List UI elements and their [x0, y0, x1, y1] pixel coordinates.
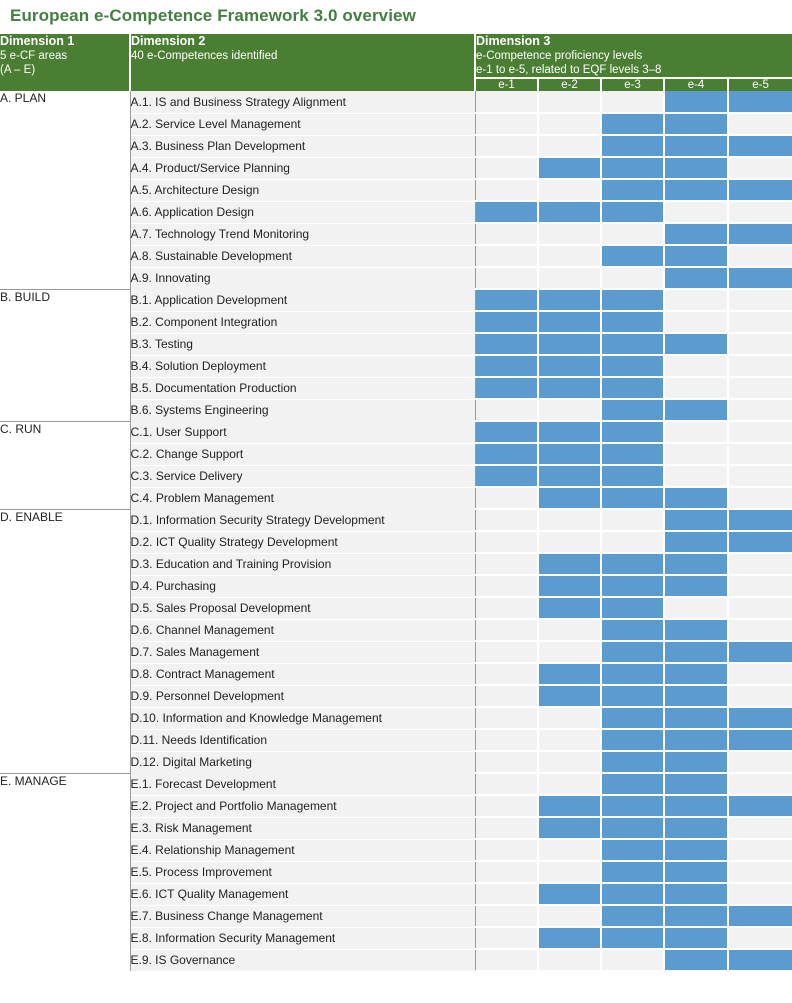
level-cell-e3 — [601, 91, 664, 113]
level-cell-e4 — [664, 465, 728, 487]
level-cell-e2 — [538, 201, 601, 223]
level-cell-e2 — [538, 773, 601, 795]
competence-label: C.1. User Support — [130, 421, 475, 443]
level-cell-e1 — [475, 179, 538, 201]
competence-label: D.7. Sales Management — [130, 641, 475, 663]
level-cell-e2 — [538, 421, 601, 443]
table-row — [0, 289, 792, 311]
dimension-3-sub2: e-1 to e-5, related to EQF levels 3–8 — [476, 64, 662, 76]
competence-label: C.2. Change Support — [130, 443, 475, 465]
level-cell-e4 — [664, 597, 728, 619]
level-cell-e1 — [475, 905, 538, 927]
level-cell-e4 — [664, 399, 728, 421]
competence-label: D.1. Information Security Strategy Development — [130, 509, 475, 531]
level-cell-e4 — [664, 201, 728, 223]
competence-label: B.1. Application Development — [130, 289, 475, 311]
level-cell-e3 — [601, 883, 664, 905]
competence-label: B.4. Solution Deployment — [130, 355, 475, 377]
level-cell-e1 — [475, 817, 538, 839]
level-cell-e5 — [728, 531, 792, 553]
competence-label: B.2. Component Integration — [130, 311, 475, 333]
competence-label: D.11. Needs Identification — [130, 729, 475, 751]
level-cell-e3 — [601, 333, 664, 355]
level-cell-e4 — [664, 377, 728, 399]
level-cell-e1 — [475, 685, 538, 707]
level-cell-e5 — [728, 861, 792, 883]
table-row — [0, 421, 792, 443]
level-cell-e2 — [538, 179, 601, 201]
level-cell-e5 — [728, 355, 792, 377]
level-cell-e5 — [728, 245, 792, 267]
page-title: European e-Competence Framework 3.0 overview — [10, 6, 416, 25]
level-cell-e4 — [664, 883, 728, 905]
level-cell-e2 — [538, 487, 601, 509]
level-cell-e4 — [664, 817, 728, 839]
level-cell-e1 — [475, 267, 538, 289]
level-cell-e2 — [538, 619, 601, 641]
table-row — [0, 91, 792, 113]
area-label: C. RUN — [0, 421, 130, 509]
competence-label: A.6. Application Design — [130, 201, 475, 223]
level-cell-e1 — [475, 465, 538, 487]
area-label: B. BUILD — [0, 289, 130, 421]
level-cell-e3 — [601, 597, 664, 619]
competence-label: A.4. Product/Service Planning — [130, 157, 475, 179]
level-cell-e1 — [475, 91, 538, 113]
level-cell-e2 — [538, 641, 601, 663]
level-cell-e3 — [601, 311, 664, 333]
level-cell-e3 — [601, 663, 664, 685]
level-cell-e2 — [538, 223, 601, 245]
level-cell-e4 — [664, 179, 728, 201]
level-header-e5: e-5 — [728, 78, 792, 91]
level-cell-e3 — [601, 641, 664, 663]
level-cell-e2 — [538, 135, 601, 157]
competence-label: D.4. Purchasing — [130, 575, 475, 597]
level-cell-e2 — [538, 597, 601, 619]
level-cell-e5 — [728, 685, 792, 707]
level-cell-e2 — [538, 377, 601, 399]
level-cell-e1 — [475, 223, 538, 245]
level-cell-e5 — [728, 289, 792, 311]
level-cell-e5 — [728, 641, 792, 663]
level-cell-e1 — [475, 311, 538, 333]
level-cell-e5 — [728, 267, 792, 289]
level-cell-e4 — [664, 289, 728, 311]
level-cell-e4 — [664, 267, 728, 289]
level-cell-e1 — [475, 245, 538, 267]
level-cell-e3 — [601, 553, 664, 575]
dimension-1-sub1: 5 e-CF areas — [0, 50, 68, 62]
level-cell-e3 — [601, 509, 664, 531]
level-cell-e4 — [664, 91, 728, 113]
level-cell-e3 — [601, 707, 664, 729]
level-cell-e5 — [728, 157, 792, 179]
level-cell-e5 — [728, 949, 792, 971]
level-cell-e5 — [728, 927, 792, 949]
level-cell-e1 — [475, 355, 538, 377]
level-cell-e1 — [475, 399, 538, 421]
level-cell-e2 — [538, 861, 601, 883]
competence-label: E.6. ICT Quality Management — [130, 883, 475, 905]
competence-label: C.4. Problem Management — [130, 487, 475, 509]
level-cell-e3 — [601, 817, 664, 839]
level-cell-e4 — [664, 707, 728, 729]
competence-label: B.5. Documentation Production — [130, 377, 475, 399]
level-cell-e5 — [728, 707, 792, 729]
table-header — [0, 34, 792, 91]
level-cell-e5 — [728, 135, 792, 157]
level-cell-e5 — [728, 487, 792, 509]
dimension-1-sub2: (A – E) — [0, 64, 36, 76]
competence-label: A.9. Innovating — [130, 267, 475, 289]
level-cell-e3 — [601, 201, 664, 223]
level-header-e3: e-3 — [601, 78, 664, 91]
level-cell-e5 — [728, 201, 792, 223]
level-cell-e5 — [728, 751, 792, 773]
level-cell-e5 — [728, 179, 792, 201]
area-label: D. ENABLE — [0, 509, 130, 773]
level-cell-e2 — [538, 113, 601, 135]
level-cell-e5 — [728, 421, 792, 443]
level-cell-e3 — [601, 927, 664, 949]
level-cell-e2 — [538, 245, 601, 267]
competence-label: B.3. Testing — [130, 333, 475, 355]
competence-label: E.4. Relationship Management — [130, 839, 475, 861]
level-cell-e5 — [728, 883, 792, 905]
dimension-2-header — [130, 34, 475, 91]
table-row — [0, 773, 792, 795]
level-cell-e3 — [601, 135, 664, 157]
area-label: E. MANAGE — [0, 773, 130, 971]
level-header-e1: e-1 — [475, 78, 538, 91]
level-cell-e1 — [475, 927, 538, 949]
level-cell-e1 — [475, 157, 538, 179]
level-cell-e1 — [475, 751, 538, 773]
competence-label: D.6. Channel Management — [130, 619, 475, 641]
level-header-e4: e-4 — [664, 78, 728, 91]
level-cell-e5 — [728, 553, 792, 575]
level-cell-e1 — [475, 861, 538, 883]
level-cell-e2 — [538, 905, 601, 927]
level-cell-e3 — [601, 267, 664, 289]
competence-label: E.1. Forecast Development — [130, 773, 475, 795]
competence-label: A.5. Architecture Design — [130, 179, 475, 201]
level-cell-e3 — [601, 575, 664, 597]
dimension-3-title: Dimension 3 — [476, 34, 551, 48]
competence-label: A.7. Technology Trend Monitoring — [130, 223, 475, 245]
level-cell-e3 — [601, 399, 664, 421]
level-cell-e4 — [664, 575, 728, 597]
level-cell-e2 — [538, 707, 601, 729]
dimension-3-header — [475, 34, 792, 78]
level-cell-e4 — [664, 729, 728, 751]
level-cell-e4 — [664, 531, 728, 553]
level-cell-e5 — [728, 399, 792, 421]
level-cell-e1 — [475, 333, 538, 355]
level-cell-e1 — [475, 597, 538, 619]
level-cell-e5 — [728, 333, 792, 355]
dimension-2-title: Dimension 2 — [131, 34, 206, 48]
level-cell-e3 — [601, 685, 664, 707]
level-cell-e1 — [475, 421, 538, 443]
level-cell-e4 — [664, 443, 728, 465]
level-cell-e2 — [538, 949, 601, 971]
level-cell-e4 — [664, 685, 728, 707]
level-cell-e2 — [538, 399, 601, 421]
level-cell-e5 — [728, 663, 792, 685]
level-cell-e5 — [728, 509, 792, 531]
level-cell-e1 — [475, 619, 538, 641]
level-cell-e1 — [475, 201, 538, 223]
level-cell-e5 — [728, 113, 792, 135]
level-cell-e4 — [664, 487, 728, 509]
level-cell-e1 — [475, 773, 538, 795]
level-cell-e2 — [538, 157, 601, 179]
level-cell-e2 — [538, 839, 601, 861]
level-cell-e3 — [601, 531, 664, 553]
level-cell-e3 — [601, 949, 664, 971]
level-cell-e5 — [728, 795, 792, 817]
level-cell-e2 — [538, 729, 601, 751]
competence-label: D.8. Contract Management — [130, 663, 475, 685]
level-cell-e4 — [664, 157, 728, 179]
level-cell-e5 — [728, 91, 792, 113]
level-cell-e4 — [664, 509, 728, 531]
level-cell-e3 — [601, 861, 664, 883]
level-cell-e3 — [601, 113, 664, 135]
level-cell-e1 — [475, 135, 538, 157]
level-cell-e4 — [664, 641, 728, 663]
level-cell-e4 — [664, 751, 728, 773]
competence-label: D.3. Education and Training Provision — [130, 553, 475, 575]
level-cell-e3 — [601, 157, 664, 179]
competence-label: E.3. Risk Management — [130, 817, 475, 839]
level-cell-e2 — [538, 927, 601, 949]
level-cell-e2 — [538, 883, 601, 905]
level-cell-e1 — [475, 553, 538, 575]
level-cell-e4 — [664, 949, 728, 971]
table-row — [0, 509, 792, 531]
level-cell-e3 — [601, 773, 664, 795]
level-cell-e2 — [538, 751, 601, 773]
level-cell-e5 — [728, 619, 792, 641]
level-cell-e5 — [728, 465, 792, 487]
competence-label: A.2. Service Level Management — [130, 113, 475, 135]
level-cell-e3 — [601, 905, 664, 927]
level-cell-e3 — [601, 465, 664, 487]
level-cell-e4 — [664, 135, 728, 157]
level-cell-e4 — [664, 311, 728, 333]
competence-label: E.9. IS Governance — [130, 949, 475, 971]
level-cell-e2 — [538, 685, 601, 707]
level-cell-e3 — [601, 751, 664, 773]
level-cell-e2 — [538, 311, 601, 333]
level-cell-e4 — [664, 773, 728, 795]
dimension-1-title: Dimension 1 — [0, 34, 75, 48]
competence-label: E.2. Project and Portfolio Management — [130, 795, 475, 817]
level-cell-e2 — [538, 575, 601, 597]
level-cell-e5 — [728, 443, 792, 465]
ecf-overview-table — [0, 34, 792, 972]
level-cell-e4 — [664, 663, 728, 685]
level-cell-e5 — [728, 377, 792, 399]
competence-label: A.8. Sustainable Development — [130, 245, 475, 267]
level-cell-e5 — [728, 223, 792, 245]
level-cell-e2 — [538, 509, 601, 531]
level-cell-e4 — [664, 113, 728, 135]
level-cell-e3 — [601, 443, 664, 465]
competence-label: D.5. Sales Proposal Development — [130, 597, 475, 619]
level-cell-e5 — [728, 575, 792, 597]
level-cell-e2 — [538, 289, 601, 311]
level-cell-e1 — [475, 377, 538, 399]
level-cell-e1 — [475, 443, 538, 465]
level-cell-e3 — [601, 223, 664, 245]
competence-label: D.2. ICT Quality Strategy Development — [130, 531, 475, 553]
level-cell-e3 — [601, 421, 664, 443]
competence-label: C.3. Service Delivery — [130, 465, 475, 487]
level-cell-e4 — [664, 245, 728, 267]
level-cell-e3 — [601, 619, 664, 641]
competence-label: E.5. Process Improvement — [130, 861, 475, 883]
competence-label: D.9. Personnel Development — [130, 685, 475, 707]
level-cell-e4 — [664, 421, 728, 443]
level-cell-e2 — [538, 795, 601, 817]
level-cell-e5 — [728, 597, 792, 619]
level-cell-e1 — [475, 531, 538, 553]
level-cell-e2 — [538, 333, 601, 355]
level-cell-e2 — [538, 465, 601, 487]
level-cell-e1 — [475, 509, 538, 531]
level-cell-e3 — [601, 839, 664, 861]
level-cell-e4 — [664, 927, 728, 949]
level-cell-e1 — [475, 949, 538, 971]
level-cell-e4 — [664, 223, 728, 245]
level-cell-e3 — [601, 179, 664, 201]
level-cell-e4 — [664, 553, 728, 575]
level-cell-e2 — [538, 443, 601, 465]
level-cell-e1 — [475, 839, 538, 861]
level-cell-e1 — [475, 575, 538, 597]
level-cell-e1 — [475, 883, 538, 905]
level-cell-e4 — [664, 619, 728, 641]
competence-label: E.8. Information Security Management — [130, 927, 475, 949]
level-cell-e1 — [475, 641, 538, 663]
level-cell-e4 — [664, 333, 728, 355]
level-cell-e5 — [728, 773, 792, 795]
level-cell-e3 — [601, 289, 664, 311]
competence-label: A.3. Business Plan Development — [130, 135, 475, 157]
level-cell-e3 — [601, 377, 664, 399]
dimension-1-header — [0, 34, 130, 91]
level-cell-e1 — [475, 113, 538, 135]
level-cell-e5 — [728, 729, 792, 751]
level-cell-e1 — [475, 663, 538, 685]
level-cell-e5 — [728, 311, 792, 333]
level-cell-e1 — [475, 795, 538, 817]
competence-label: A.1. IS and Business Strategy Alignment — [130, 91, 475, 113]
competence-label: E.7. Business Change Management — [130, 905, 475, 927]
level-cell-e4 — [664, 905, 728, 927]
level-cell-e3 — [601, 355, 664, 377]
level-cell-e2 — [538, 355, 601, 377]
level-cell-e2 — [538, 91, 601, 113]
level-cell-e2 — [538, 267, 601, 289]
area-label: A. PLAN — [0, 91, 130, 289]
level-cell-e2 — [538, 817, 601, 839]
level-cell-e1 — [475, 289, 538, 311]
level-cell-e4 — [664, 839, 728, 861]
competence-label: B.6. Systems Engineering — [130, 399, 475, 421]
dimension-2-sub1: 40 e-Competences identified — [131, 50, 278, 62]
dimension-3-sub1: e-Competence proficiency levels — [476, 50, 643, 62]
level-cell-e3 — [601, 795, 664, 817]
level-cell-e2 — [538, 553, 601, 575]
level-cell-e2 — [538, 531, 601, 553]
table-body — [0, 91, 792, 971]
level-cell-e4 — [664, 355, 728, 377]
level-cell-e2 — [538, 663, 601, 685]
level-cell-e5 — [728, 817, 792, 839]
level-cell-e3 — [601, 245, 664, 267]
level-header-e2: e-2 — [538, 78, 601, 91]
competence-label: D.12. Digital Marketing — [130, 751, 475, 773]
level-cell-e1 — [475, 487, 538, 509]
level-cell-e5 — [728, 839, 792, 861]
level-cell-e3 — [601, 487, 664, 509]
level-cell-e4 — [664, 795, 728, 817]
level-cell-e1 — [475, 707, 538, 729]
competence-label: D.10. Information and Knowledge Management — [130, 707, 475, 729]
level-cell-e3 — [601, 729, 664, 751]
level-cell-e1 — [475, 729, 538, 751]
level-cell-e5 — [728, 905, 792, 927]
level-cell-e4 — [664, 861, 728, 883]
